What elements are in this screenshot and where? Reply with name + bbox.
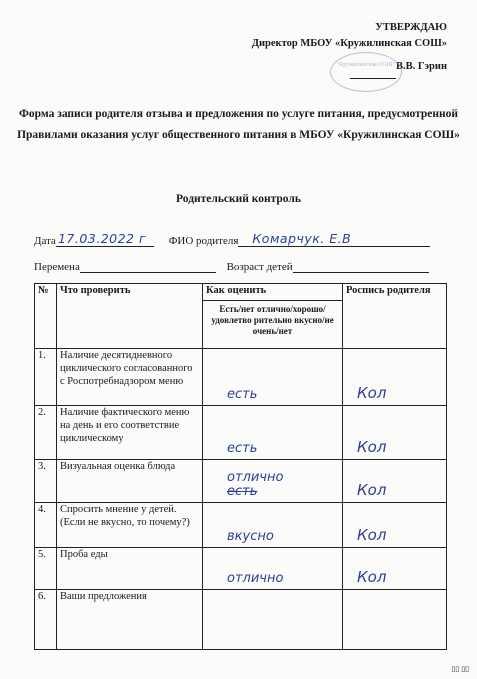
date-label: Дата <box>34 235 56 247</box>
header-how-sub: Есть/нет отлично/хорошо/удовлетво рительно вкусно/не очень/нет <box>203 301 343 349</box>
row-what: Спросить мнение у детей. (Если не вкусно, то почему?) <box>57 503 203 548</box>
row-signature[interactable]: Кол <box>343 503 447 548</box>
table-row <box>35 406 447 460</box>
row-num: 1. <box>35 349 57 406</box>
fio-field[interactable]: Комарчук. Е.В <box>238 234 430 247</box>
row-num: 6. <box>35 590 57 650</box>
fio-label: ФИО родителя <box>168 235 239 247</box>
date-fio-line <box>34 231 430 247</box>
row-num: 3. <box>35 460 57 503</box>
header-what: Что проверить <box>57 284 203 349</box>
header-how: Как оценить <box>203 284 343 301</box>
date-field[interactable]: 17.03.2022 г <box>56 234 154 247</box>
scan-mark-icon: ▯▯ ▯▯ <box>451 665 469 673</box>
row-signature[interactable]: Кол <box>343 406 447 460</box>
control-table <box>34 283 447 650</box>
director-signature <box>350 58 396 79</box>
break-age-line <box>34 260 429 273</box>
row-signature[interactable]: Кол <box>343 548 447 590</box>
row-signature[interactable] <box>343 590 447 650</box>
row-answer[interactable]: отлично <box>203 548 343 590</box>
school-stamp: "Кружилинская СОШ" <box>330 52 402 92</box>
row-what: Проба еды <box>57 548 203 590</box>
row-what: Наличие фактического меню на день и его соответствие циклическому <box>57 406 203 460</box>
table-row <box>35 590 447 650</box>
break-label: Перемена <box>34 261 80 273</box>
row-signature[interactable]: Кол <box>343 460 447 503</box>
table-row <box>35 548 447 590</box>
row-what: Наличие десятидневного циклического согласованного с Роспотребнадзором меню <box>57 349 203 406</box>
header-num: № <box>35 284 57 349</box>
row-what: Визуальная оценка блюда <box>57 460 203 503</box>
table-row <box>35 349 447 406</box>
header-sign: Роспись родителя <box>343 284 447 349</box>
age-label: Возраст детей <box>226 261 293 273</box>
form-subtitle: Родительский контроль <box>176 193 301 205</box>
row-what: Ваши предложения <box>57 590 203 650</box>
row-answer[interactable]: есть <box>203 406 343 460</box>
age-field[interactable] <box>293 260 429 273</box>
break-field[interactable] <box>80 260 216 273</box>
table-row <box>35 460 447 503</box>
approval-director: Директор МБОУ «Кружилинская СОШ» <box>251 38 447 50</box>
row-num: 4. <box>35 503 57 548</box>
table-row <box>35 503 447 548</box>
table-header-row <box>35 284 447 301</box>
row-signature[interactable]: Кол <box>343 349 447 406</box>
row-num: 2. <box>35 406 57 460</box>
row-answer[interactable]: есть <box>203 349 343 406</box>
form-title: Форма записи родителя отзыва и предложения по услуге питания, предусмотренной Правилами оказания услуг общественного питания в МБОУ «Кружилинская СОШ» <box>17 108 460 142</box>
approval-director-name: В.В. Гэрин <box>395 60 447 72</box>
row-num: 5. <box>35 548 57 590</box>
row-answer[interactable]: вкусно <box>203 503 343 548</box>
row-answer[interactable]: отлично есть <box>203 460 343 503</box>
row-answer[interactable] <box>203 590 343 650</box>
approval-heading: УТВЕРЖДАЮ <box>375 22 447 33</box>
